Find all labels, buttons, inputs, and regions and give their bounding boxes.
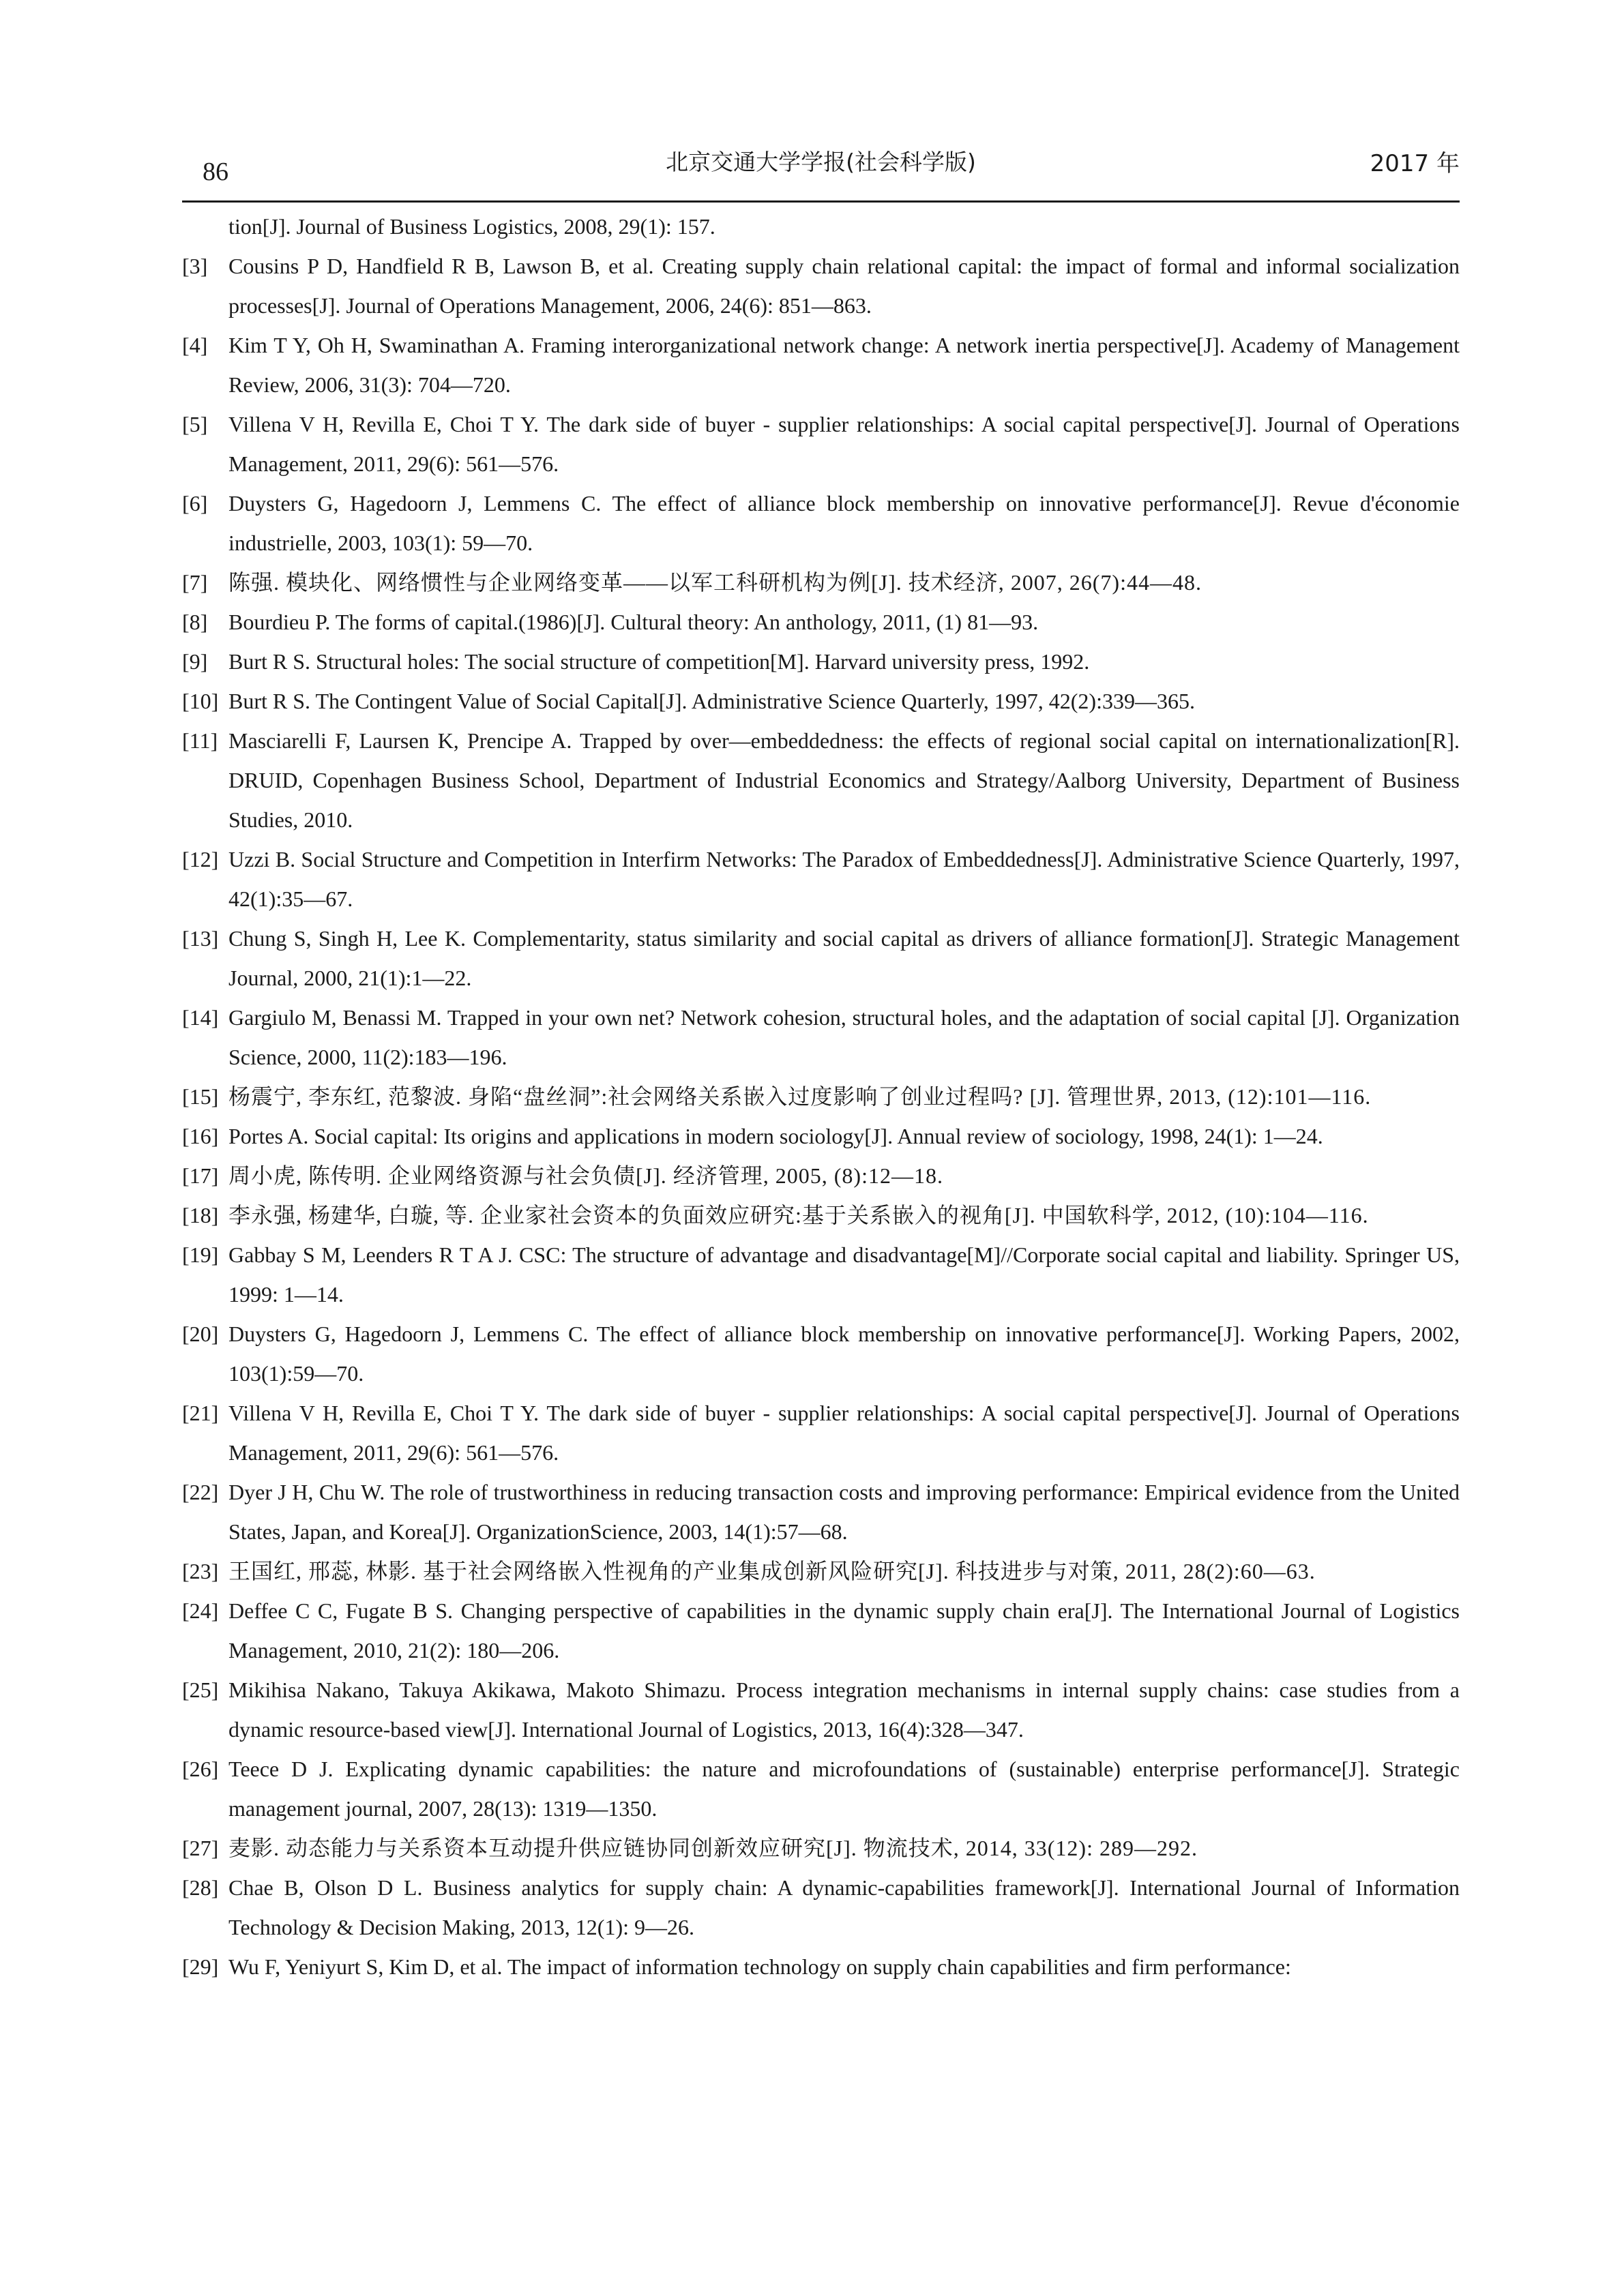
reference-entry [182, 642, 1460, 681]
reference-number: [11] [182, 728, 218, 753]
reference-number: [12] [182, 847, 219, 871]
reference-number: [13] [182, 926, 219, 951]
reference-text: Burt R S. Structural holes: The social structure of competition[M]. Harvard university press, 1992. [228, 649, 1090, 674]
reference-entry [182, 1314, 1460, 1393]
reference-text: Uzzi B. Social Structure and Competition in Interfirm Networks: The Paradox of Embeddedness[J]. Administrative Science Quarterly, 1997, 42(1):35—67. [228, 847, 1460, 911]
reference-text: Cousins P D, Handfield R B, Lawson B, et al. Creating supply chain relational capital: the impact of formal and informal socialization processes[J]. Journal of Operations Management, 2006, 24(6): 851—863. [228, 254, 1460, 318]
reference-entry [182, 1077, 1460, 1116]
reference-text: Villena V H, Revilla E, Choi T Y. The dark side of buyer - supplier relationships: A social capital perspective[J]. Journal of Operations Management, 2011, 29(6): 561—576. [228, 1401, 1460, 1465]
reference-number: [15] [182, 1084, 219, 1109]
reference-entry [182, 1551, 1460, 1591]
reference-continuation [182, 207, 1460, 246]
journal-title: 北京交通大学学报(社会科学版) [666, 149, 976, 175]
reference-entry [182, 563, 1460, 602]
reference-entry [182, 998, 1460, 1077]
reference-entry [182, 1195, 1460, 1235]
reference-entry [182, 404, 1460, 483]
reference-number: [18] [182, 1203, 219, 1227]
reference-number: [9] [182, 649, 208, 674]
reference-text: 麦影. 动态能力与关系资本互动提升供应链协同创新效应研究[J]. 物流技术, 2014, 33(12): 289—292. [228, 1836, 1198, 1860]
reference-text: Kim T Y, Oh H, Swaminathan A. Framing interorganizational network change: A network inertia perspective[J]. Academy of Management Review, 2006, 31(3): 704—720. [228, 333, 1460, 397]
reference-text: tion[J]. Journal of Business Logistics, 2008, 29(1): 157. [228, 214, 715, 239]
reference-number: [28] [182, 1875, 219, 1900]
reference-entry [182, 246, 1460, 325]
reference-text: Teece D J. Explicating dynamic capabilities: the nature and microfoundations of (sustainable) enterprise performance[J]. Strategic management journal, 2007, 28(13): 1319—1350. [228, 1757, 1460, 1821]
reference-text: Bourdieu P. The forms of capital.(1986)[J]. Cultural theory: An anthology, 2011, (1) 81—93. [228, 610, 1039, 634]
reference-number: [22] [182, 1480, 219, 1504]
reference-text: Masciarelli F, Laursen K, Prencipe A. Trapped by over—embeddedness: the effects of regional social capital on internationalization[R]. DRUID, Copenhagen Business School, Department of Industrial Economics and Strategy/Aalborg University, Department of Business Studies, 2010. [228, 728, 1460, 832]
reference-number: [17] [182, 1163, 219, 1188]
reference-text: 周小虎, 陈传明. 企业网络资源与社会负债[J]. 经济管理, 2005, (8):12—18. [228, 1163, 943, 1188]
reference-entry [182, 1235, 1460, 1314]
reference-number: [29] [182, 1954, 219, 1979]
reference-text: Deffee C C, Fugate B S. Changing perspective of capabilities in the dynamic supply chain era[J]. The International Journal of Logistics Management, 2010, 21(2): 180—206. [228, 1598, 1460, 1663]
reference-number: [6] [182, 491, 208, 516]
reference-text: Gabbay S M, Leenders R T A J. CSC: The structure of advantage and disadvantage[M]//Corporate social capital and liability. Springer US, 1999: 1—14. [228, 1242, 1460, 1307]
reference-text: 杨震宁, 李东红, 范黎波. 身陷“盘丝洞”:社会网络关系嵌入过度影响了创业过程吗? [J]. 管理世界, 2013, (12):101—116. [228, 1084, 1372, 1109]
reference-number: [24] [182, 1598, 219, 1623]
reference-text: Burt R S. The Contingent Value of Social Capital[J]. Administrative Science Quarterly, 1997, 42(2):339—365. [228, 689, 1195, 713]
reference-number: [10] [182, 689, 219, 713]
reference-entry [182, 602, 1460, 642]
reference-number: [19] [182, 1242, 219, 1267]
reference-text: Dyer J H, Chu W. The role of trustworthiness in reducing transaction costs and improving performance: Empirical evidence from the United States, Japan, and Korea[J]. OrganizationScience, 2003, 14(1):57—68. [228, 1480, 1460, 1544]
reference-text: Gargiulo M, Benassi M. Trapped in your own net? Network cohesion, structural holes, and the adaptation of social capital [J]. Organization Science, 2000, 11(2):183—196. [228, 1005, 1460, 1069]
reference-number: [3] [182, 254, 208, 278]
reference-entry [182, 1116, 1460, 1156]
reference-text: Chung S, Singh H, Lee K. Complementarity, status similarity and social capital as drivers of alliance formation[J]. Strategic Management Journal, 2000, 21(1):1—22. [228, 926, 1460, 990]
reference-number: [27] [182, 1836, 219, 1860]
reference-text: Mikihisa Nakano, Takuya Akikawa, Makoto Shimazu. Process integration mechanisms in internal supply chains: case studies from a dynamic resource-based view[J]. International Journal of Logistics, 2013, 16(4):328—347. [228, 1678, 1460, 1742]
reference-entry [182, 1393, 1460, 1472]
reference-text: Duysters G, Hagedoorn J, Lemmens C. The effect of alliance block membership on innovative performance[J]. Working Papers, 2002, 103(1):59—70. [228, 1322, 1460, 1386]
reference-list [182, 207, 1460, 1986]
reference-text: Portes A. Social capital: Its origins and applications in modern sociology[J]. Annual review of sociology, 1998, 24(1): 1—24. [228, 1124, 1323, 1148]
reference-number: [16] [182, 1124, 219, 1148]
reference-entry [182, 325, 1460, 404]
reference-entry [182, 1749, 1460, 1828]
reference-text: Villena V H, Revilla E, Choi T Y. The dark side of buyer - supplier relationships: A social capital perspective[J]. Journal of Operations Management, 2011, 29(6): 561—576. [228, 412, 1460, 476]
reference-entry [182, 1156, 1460, 1195]
reference-entry [182, 1591, 1460, 1670]
reference-entry [182, 721, 1460, 839]
page-number: 86 [203, 158, 228, 186]
reference-number: [5] [182, 412, 208, 436]
reference-number: [20] [182, 1322, 219, 1346]
reference-number: [21] [182, 1401, 219, 1425]
reference-text: Chae B, Olson D L. Business analytics for supply chain: A dynamic-capabilities framework[J]. International Journal of Information Technology & Decision Making, 2013, 12(1): 9—26. [228, 1875, 1460, 1939]
reference-number: [7] [182, 570, 208, 595]
reference-entry [182, 483, 1460, 563]
reference-number: [23] [182, 1559, 219, 1583]
reference-entry [182, 1947, 1460, 1986]
reference-number: [26] [182, 1757, 219, 1781]
reference-text: 李永强, 杨建华, 白璇, 等. 企业家社会资本的负面效应研究:基于关系嵌入的视角[J]. 中国软科学, 2012, (10):104—116. [228, 1203, 1369, 1227]
reference-number: [25] [182, 1678, 219, 1702]
reference-number: [14] [182, 1005, 219, 1030]
reference-number: [4] [182, 333, 208, 357]
page-header [182, 130, 1460, 203]
reference-entry [182, 681, 1460, 721]
reference-text: 陈强. 模块化、网络惯性与企业网络变革——以军工科研机构为例[J]. 技术经济, 2007, 26(7):44—48. [228, 570, 1202, 595]
reference-entry [182, 1670, 1460, 1749]
reference-entry [182, 839, 1460, 919]
reference-text: 王国红, 邢蕊, 林影. 基于社会网络嵌入性视角的产业集成创新风险研究[J]. 科技进步与对策, 2011, 28(2):60—63. [228, 1559, 1316, 1583]
reference-number: [8] [182, 610, 208, 634]
reference-text: Duysters G, Hagedoorn J, Lemmens C. The effect of alliance block membership on innovative performance[J]. Revue d'économie industrielle, 2003, 103(1): 59—70. [228, 491, 1460, 555]
reference-entry [182, 1472, 1460, 1551]
reference-entry [182, 919, 1460, 998]
reference-text: Wu F, Yeniyurt S, Kim D, et al. The impact of information technology on supply chain capabilities and firm performance: [228, 1954, 1291, 1979]
reference-entry [182, 1868, 1460, 1947]
reference-entry [182, 1828, 1460, 1868]
publication-year: 2017 年 [1370, 150, 1460, 177]
